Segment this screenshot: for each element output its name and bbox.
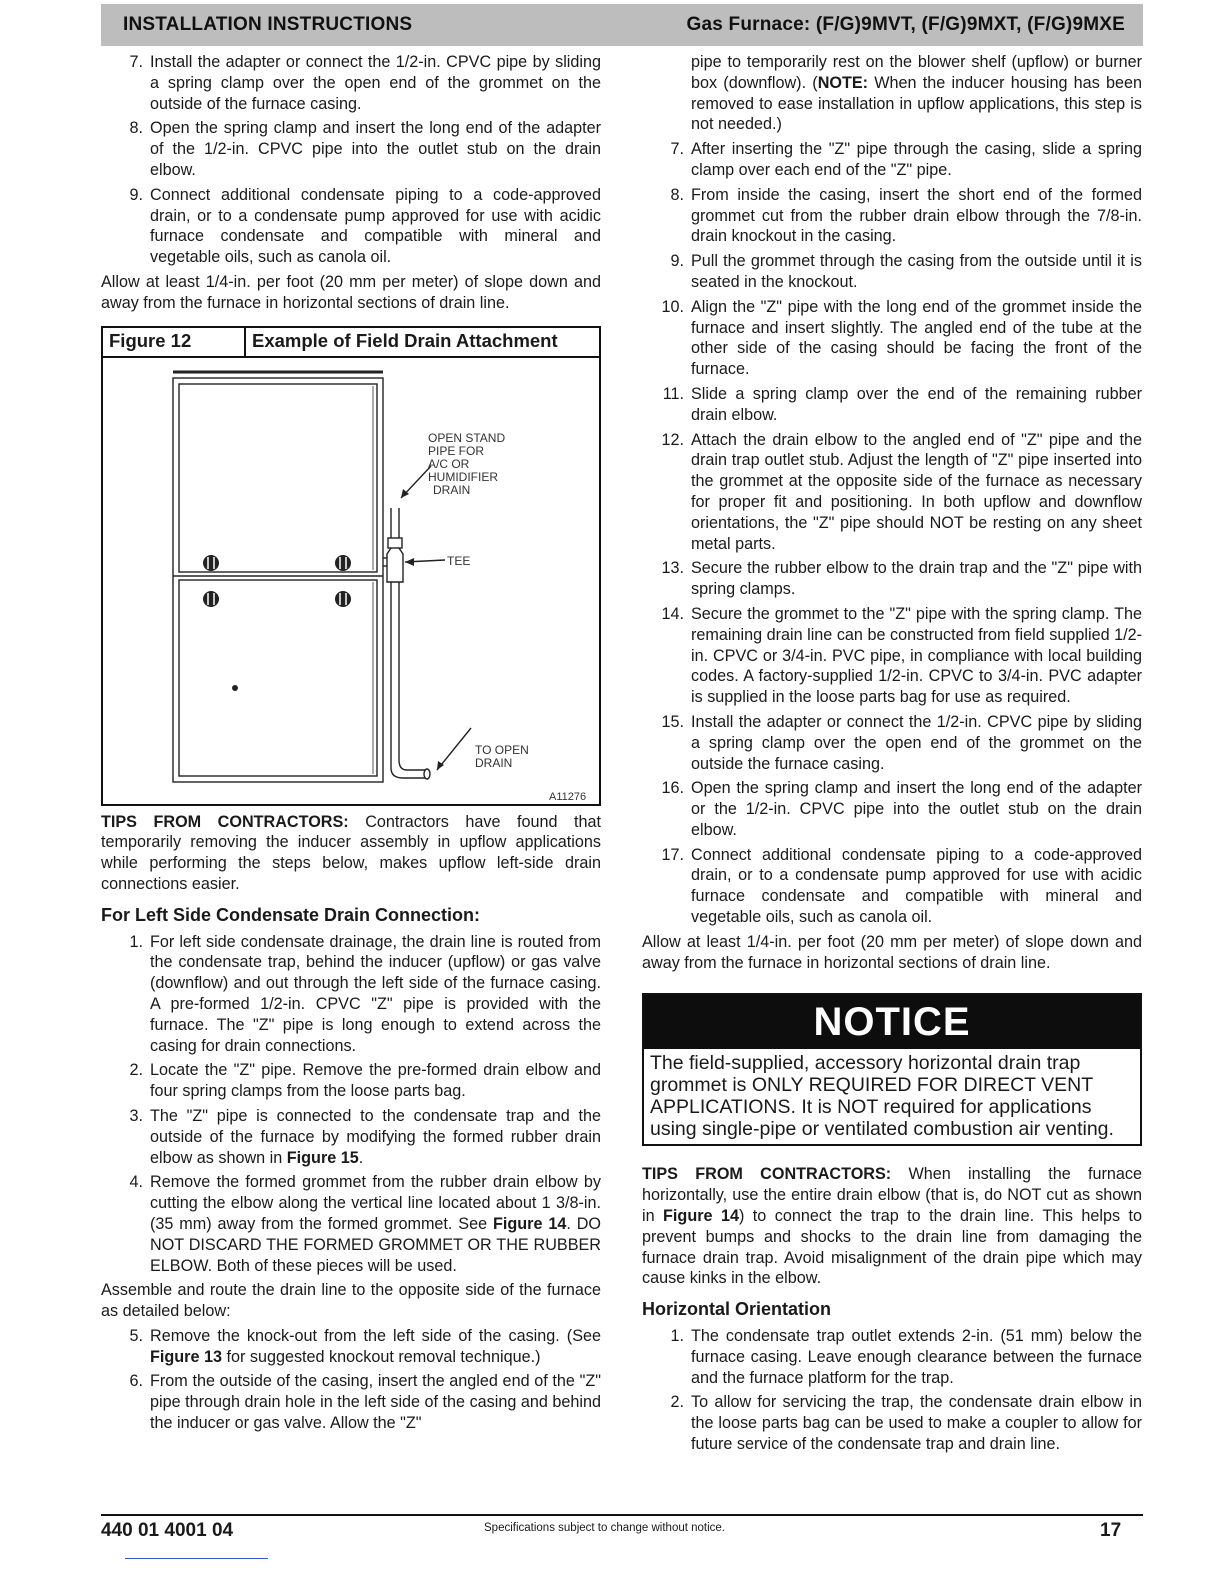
header-model: Gas Furnace: (F/G)9MVT, (F/G)9MXT, (F/G)9MXE — [686, 14, 1125, 35]
list-item: 16. Open the spring clamp and insert the long end of the adapter or the 1/2-in. CPVC pipe into the outlet stub on the drain elbow. — [661, 779, 1142, 839]
left-column — [101, 52, 601, 1438]
notice-body: The field-supplied, accessory horizontal drain trap grommet is ONLY REQUIRED FOR DIRECT VENT APPLICATIONS. It is NOT required for applications using single-pipe or ventilated combustion air venting. — [650, 1052, 1114, 1141]
steps-list-right — [642, 139, 1142, 928]
list-item: 3. The "Z" pipe is connected to the condensate trap and the outside of the furnace by modifying the formed rubber drain elbow as shown in Figure 15. — [129, 1106, 601, 1167]
list-item: 15. Install the adapter or connect the 1/2-in. CPVC pipe by sliding a spring clamp over the open end of the grommet on the outside the furnace casing. — [661, 712, 1142, 773]
footer-doc-number: 440 01 4001 04 — [101, 1520, 234, 1541]
steps-list-b — [101, 1326, 601, 1434]
slope-note: Allow at least 1/4-in. per foot (20 mm per meter) of slope down and away from the furnace in horizontal sections of drain line. — [642, 932, 1142, 972]
section-title-left-drain: For Left Side Condensate Drain Connection: — [101, 904, 481, 925]
notice-box — [642, 993, 1142, 1146]
list-item: 17. Connect additional condensate piping to a code-approved drain, or to a condensate pump approved for use with acidic furnace condensate and compatible with mineral and vegetable oils, such as canola oil. — [661, 845, 1142, 927]
steps-list-top — [101, 52, 601, 268]
list-item: 8. From inside the casing, insert the short end of the formed grommet cut from the rubber drain elbow through the 7/8-in. drain knockout in the casing. — [670, 185, 1142, 246]
label-open-drain-line: TO OPEN — [475, 742, 529, 757]
label-standpipe-line: A/C OR — [428, 456, 470, 471]
list-item: 1. For left side condensate drainage, the drain line is routed from the condensate trap, behind the inducer (upflow) or gas valve (downflow) and out through the left side of the furnace casing. A pre-formed 1/2-in. CPVC "Z" pipe is provided with the furnace. The "Z" pipe is long enough to extend across the casing for drain connections. — [129, 932, 601, 1055]
label-standpipe-line: DRAIN — [433, 482, 471, 497]
list-item: 11. Slide a spring clamp over the end of the remaining rubber drain elbow. — [662, 384, 1142, 424]
list-item: 6. From the outside of the casing, insert the angled end of the "Z" pipe through drain hole in the left side of the casing and behind the inducer or gas valve. Allow the "Z" — [129, 1372, 601, 1433]
list-item: 2. Locate the "Z" pipe. Remove the pre-formed drain elbow and four spring clamps from the loose parts bag. — [129, 1061, 601, 1101]
list-item: 10. Align the "Z" pipe with the long end of the grommet inside the furnace and insert slightly. The angled end of the tube at the other side of the casing should be facing the front of the furnace. — [661, 297, 1142, 379]
label-standpipe-line: PIPE FOR — [428, 443, 485, 458]
furnace-drain-diagram — [103, 358, 603, 806]
list-item: 4. Remove the formed grommet from the rubber drain elbow by cutting the elbow along the vertical line located about 1 3/8-in. (35 mm) away from the formed grommet. See Figure 14. DO NOT DISCARD THE FORMED GROMMET OR THE RUBBER ELBOW. Both of these pieces will be used. — [129, 1173, 601, 1275]
figure-number: Figure 12 — [103, 328, 246, 356]
continued-step: pipe to temporarily rest on the blower shelf (upflow) or burner box (downflow). (NOTE: When the inducer housing has been removed to ease installation in upflow applications, this step is not needed.) — [691, 53, 1143, 134]
decorative-underline — [125, 1558, 268, 1559]
assemble-note: Assemble and route the drain line to the opposite side of the furnace as detailed below: — [101, 1281, 601, 1321]
list-item: 7. After inserting the "Z" pipe through the casing, slide a spring clamp over each end of the "Z" pipe. — [670, 140, 1142, 179]
figure-header — [101, 326, 601, 358]
slope-note: Allow at least 1/4-in. per foot (20 mm per meter) of slope down and away from the furnace in horizontal sections of drain line. — [101, 272, 601, 312]
footer-page-number: 17 — [1100, 1520, 1122, 1541]
list-item: 5. Remove the knock-out from the left side of the casing. (See Figure 13 for suggested knockout removal technique.) — [129, 1326, 601, 1366]
list-item: 12. Attach the drain elbow to the angled end of "Z" pipe and the drain trap outlet stub. Adjust the length of "Z" pipe inserted into the grommet at the opposite side of the furnace as necessary for proper fit and positioning. In both upflow and downflow orientations, the "Z" pipe should NOT be resting on any sheet metal parts. — [661, 430, 1142, 553]
label-open-drain-line: DRAIN — [475, 755, 513, 770]
list-item: 2. To allow for servicing the trap, the condensate drain elbow in the loose parts bag can be used to make a coupler to allow for future service of the condensate trap and drain line. — [670, 1393, 1142, 1454]
tips-paragraph: TIPS FROM CONTRACTORS: Contractors have found that temporarily removing the inducer assembly in upflow applications while performing the steps below, makes upflow left-side drain connections easier. — [101, 812, 602, 893]
page-header — [101, 4, 1143, 46]
list-item: 14. Secure the grommet to the "Z" pipe with the spring clamp. The remaining drain line can be constructed from field supplied 1/2-in. CPVC or 3/4-in. PVC pipe, in compliance with local building codes. A factory-supplied 1/2-in. CPVC to 3/4-in. PVC adapter is supplied in the loose parts bag for use as required. — [661, 604, 1142, 707]
list-item: 8. Open the spring clamp and insert the long end of the adapter of the 1/2-in. CPVC pipe into the outlet stub on the drain elbow. — [129, 119, 601, 179]
footer-divider — [101, 1514, 1143, 1516]
list-item: 9. Connect additional condensate piping to a code-approved drain, or to a condensate pump approved for use with acidic furnace condensate and compatible with mineral and vegetable oils, such as canola oil. — [129, 185, 601, 267]
notice-title: NOTICE — [644, 995, 1140, 1049]
footer-note: Specifications subject to change without notice. — [484, 1522, 726, 1534]
figure-code: A11276 — [549, 790, 587, 803]
steps-list-horizontal — [642, 1326, 1142, 1455]
steps-list-a — [101, 932, 601, 1277]
header-title: INSTALLATION INSTRUCTIONS — [123, 14, 413, 35]
list-item: 1. The condensate trap outlet extends 2-in. (51 mm) below the furnace casing. Leave enough clearance between the furnace and the furnace platform for the trap. — [670, 1327, 1142, 1387]
tips-paragraph: TIPS FROM CONTRACTORS: When installing the furnace horizontally, use the entire drain elbow (that is, do NOT cut as shown in Figure 14) to connect the trap to the drain line. This helps to prevent bumps and shocks to the drain line from damaging the furnace drain trap. Avoid misalignment of the drain pipe which may cause kinks in the elbow. — [642, 1165, 1143, 1288]
right-column — [642, 52, 1142, 1459]
list-item: 7. Install the adapter or connect the 1/2-in. CPVC pipe by sliding a spring clamp over the open end of the grommet on the outside of the furnace casing. — [129, 53, 601, 113]
label-standpipe-line: OPEN STAND — [428, 430, 506, 445]
label-standpipe-line: HUMIDIFIER — [428, 469, 498, 484]
label-tee: TEE — [447, 553, 471, 568]
figure-12-drawing — [101, 358, 601, 806]
figure-title: Example of Field Drain Attachment — [252, 330, 558, 352]
list-item: 13. Secure the rubber elbow to the drain trap and the "Z" pipe with spring clamps. — [661, 559, 1142, 599]
list-item: 9. Pull the grommet through the casing from the outside until it is seated in the knockout. — [670, 252, 1142, 291]
section-title-horizontal: Horizontal Orientation — [642, 1299, 831, 1320]
